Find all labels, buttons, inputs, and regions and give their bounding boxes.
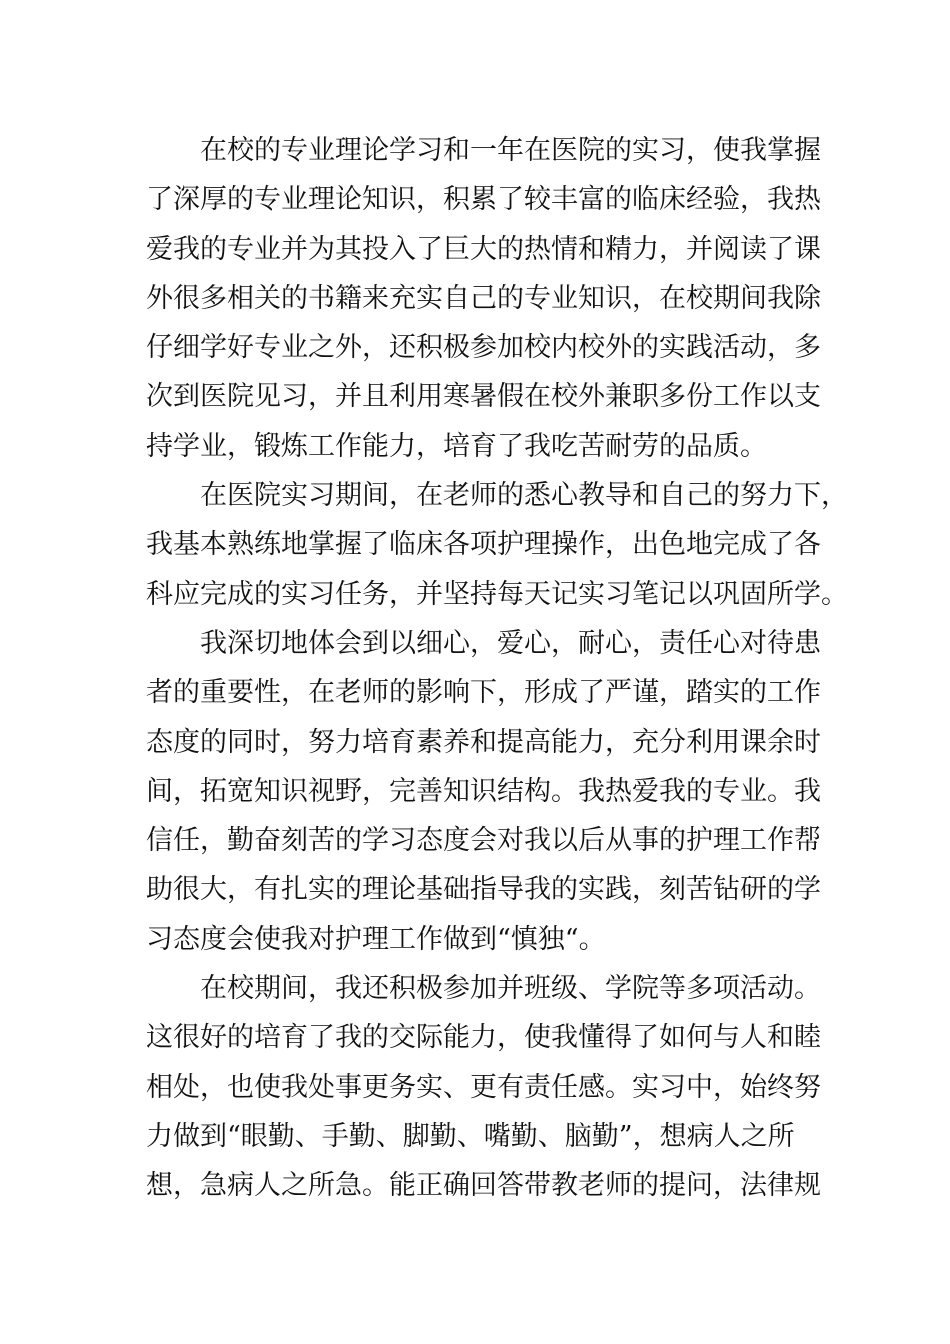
- paragraph-1-line-1: 在校的专业理论学习和一年在医院的实习，使我掌握: [200, 135, 821, 166]
- paragraph-1-line-7: 持学业，锻炼工作能力，培育了我吃苦耐劳的品质。: [146, 430, 767, 462]
- paragraph-2-line-3: 科应完成的实习任务，并坚持每天记实习笔记以巩固所学。: [146, 578, 848, 610]
- paragraph-1-line-2: 了深厚的专业理论知识，积累了较丰富的临床经验，我热: [146, 184, 821, 216]
- paragraph-1-line-3: 爱我的专业并为其投入了巨大的热情和精力，并阅读了课: [146, 233, 821, 265]
- body-text: [146, 126, 848, 1211]
- paragraph-3-line-6: 助很大，有扎实的理论基础指导我的实践，刻苦钻研的学: [146, 874, 821, 906]
- paragraph-1-line-5: 仔细学好专业之外，还积极参加校内校外的实践活动，多: [146, 332, 821, 364]
- paragraph-3-line-1: 我深切地体会到以细心，爱心，耐心，责任心对待患: [200, 627, 821, 659]
- paragraph-4-line-2: 这很好的培育了我的交际能力，使我懂得了如何与人和睦: [146, 1022, 821, 1054]
- paragraph-4-line-4: 力做到“眼勤、手勤、脚勤、嘴勤、脑勤”，想病人之所: [146, 1120, 795, 1152]
- paragraph-1-line-4: 外很多相关的书籍来充实自己的专业知识，在校期间我除: [146, 282, 821, 314]
- paragraph-1-line-6: 次到医院见习，并且利用寒暑假在校外兼职多份工作以支: [146, 381, 821, 413]
- paragraph-2-line-1: 在医院实习期间，在老师的悉心教导和自己的努力下，: [200, 480, 848, 512]
- paragraph-3-line-7: 习态度会使我对护理工作做到“慎独“。: [146, 923, 606, 955]
- paragraph-4-line-1: 在校期间，我还积极参加并班级、学院等多项活动。: [200, 973, 821, 1005]
- paragraph-3-line-4: 间，拓宽知识视野，完善知识结构。我热爱我的专业。我: [146, 775, 821, 807]
- paragraph-4-line-3: 相处，也使我处事更务实、更有责任感。实习中，始终努: [146, 1071, 821, 1103]
- paragraph-2-line-2: 我基本熟练地掌握了临床各项护理操作，出色地完成了各: [146, 529, 821, 561]
- paragraph-4-line-5: 想，急病人之所急。能正确回答带教老师的提问，法律规: [146, 1170, 821, 1202]
- paragraph-3-line-3: 态度的同时，努力培育素养和提高能力，充分利用课余时: [146, 726, 821, 758]
- paragraph-3-line-5: 信任，勤奋刻苦的学习态度会对我以后从事的护理工作帮: [146, 825, 821, 857]
- paragraph-3-line-2: 者的重要性，在老师的影响下，形成了严谨，踏实的工作: [146, 677, 821, 709]
